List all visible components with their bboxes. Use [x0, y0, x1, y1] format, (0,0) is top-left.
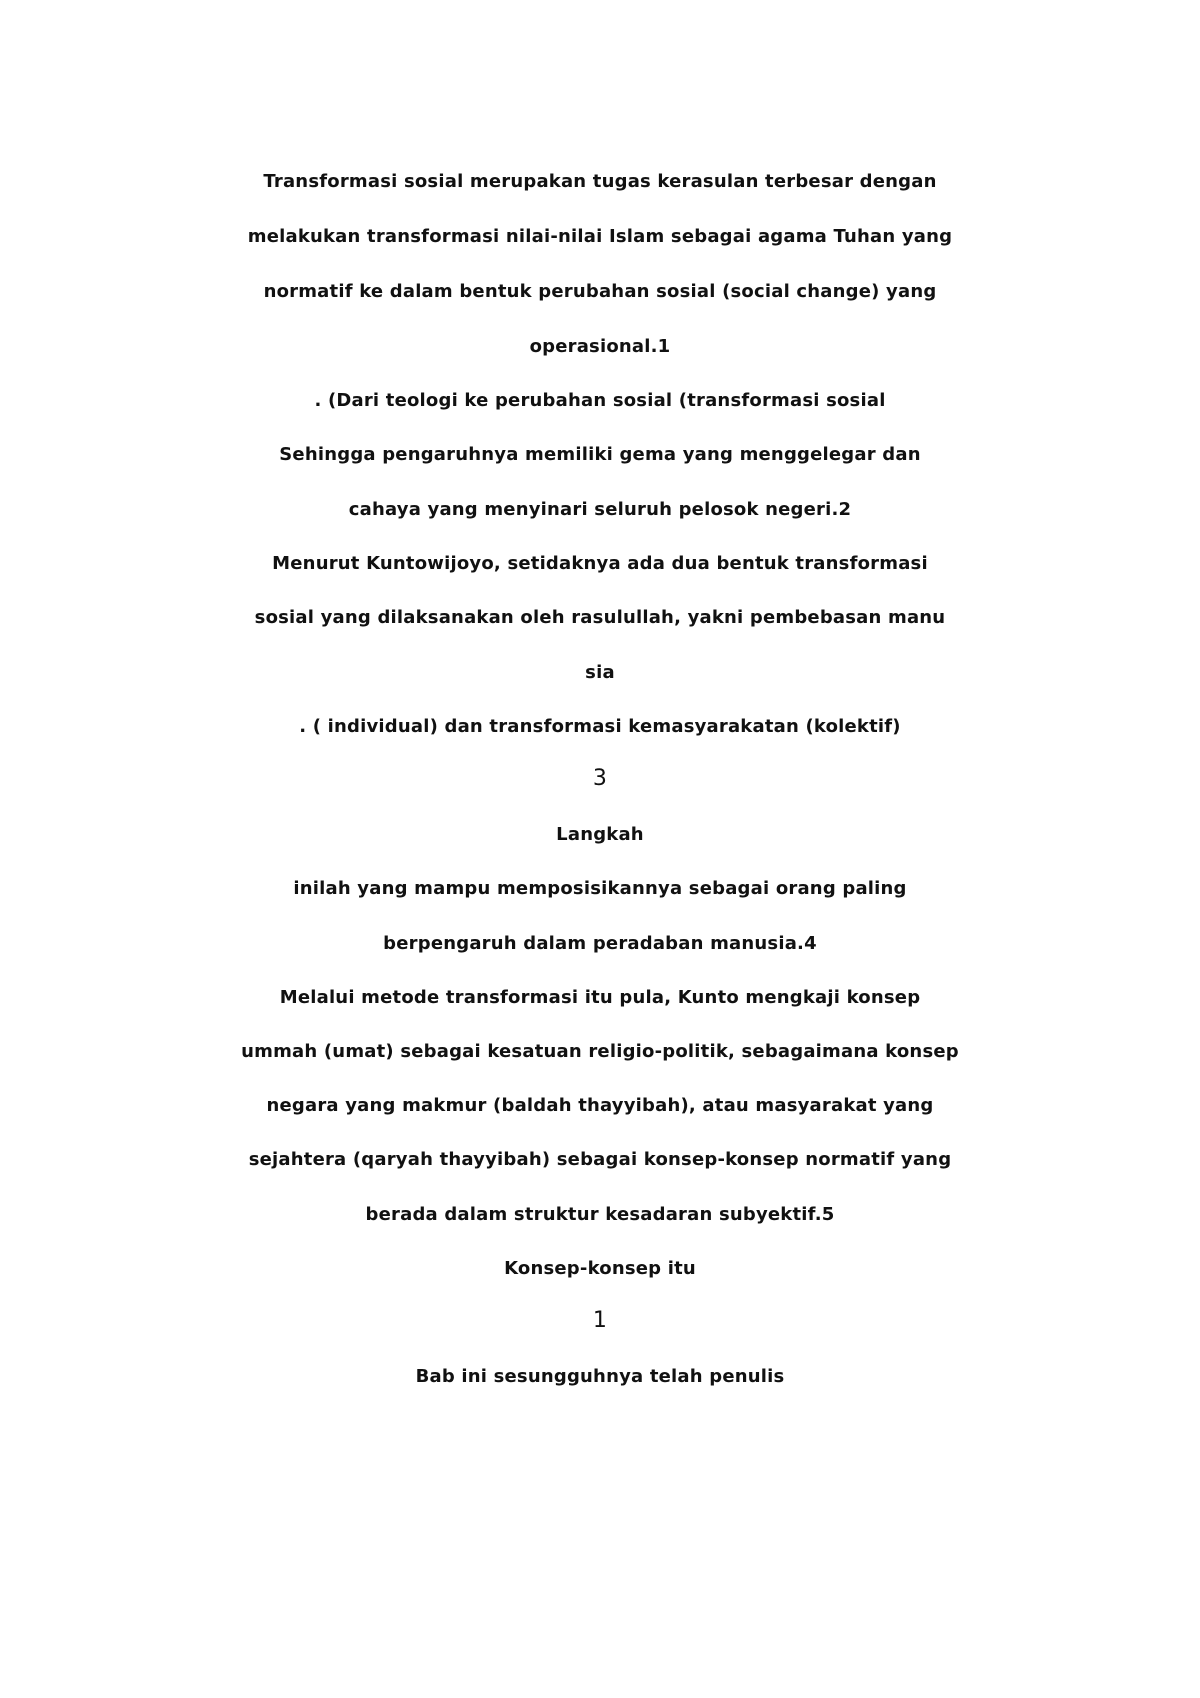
text-line: sejahtera (qaryah thayyibah) sebagai konsep-konsep normatif yang [248, 1149, 952, 1170]
text-line: inilah yang mampu memposisikannya sebagai orang paling [293, 878, 907, 899]
text-line: Transformasi sosial merupakan tugas kerasulan terbesar dengan [263, 171, 937, 192]
text-line: sosial yang dilaksanakan oleh rasulullah, yakni pembebasan manu [254, 607, 946, 628]
text-line: operasional.1 [529, 336, 671, 357]
text-line: Menurut Kuntowijoyo, setidaknya ada dua bentuk transformasi [272, 553, 928, 574]
text-line: normatif ke dalam bentuk perubahan sosial (social change) yang [263, 281, 937, 302]
footnote-marker: 3 [592, 766, 608, 791]
text-line: Melalui metode transformasi itu pula, Kunto mengkaji konsep [279, 987, 921, 1008]
text-line: Konsep-konsep itu [504, 1258, 696, 1279]
text-line: Sehingga pengaruhnya memiliki gema yang menggelegar dan [279, 444, 921, 465]
text-line: Langkah [556, 824, 644, 845]
text-line: cahaya yang menyinari seluruh pelosok negeri.2 [348, 499, 852, 520]
text-line: berada dalam struktur kesadaran subyektif.5 [365, 1204, 835, 1225]
text-line: negara yang makmur (baldah thayyibah), atau masyarakat yang [266, 1095, 934, 1116]
text-line: melakukan transformasi nilai-nilai Islam sebagai agama Tuhan yang [247, 226, 953, 247]
text-line: . ( individual) dan transformasi kemasyarakatan (kolektif) [299, 716, 901, 737]
text-line: . (Dari teologi ke perubahan sosial (transformasi sosial [314, 390, 886, 411]
text-line: berpengaruh dalam peradaban manusia.4 [383, 933, 817, 954]
text-line: ummah (umat) sebagai kesatuan religio-politik, sebagaimana konsep [241, 1041, 959, 1062]
text-line: Bab ini sesungguhnya telah penulis [415, 1366, 785, 1387]
footnote-marker: 1 [592, 1308, 608, 1333]
text-line: sia [585, 662, 615, 683]
